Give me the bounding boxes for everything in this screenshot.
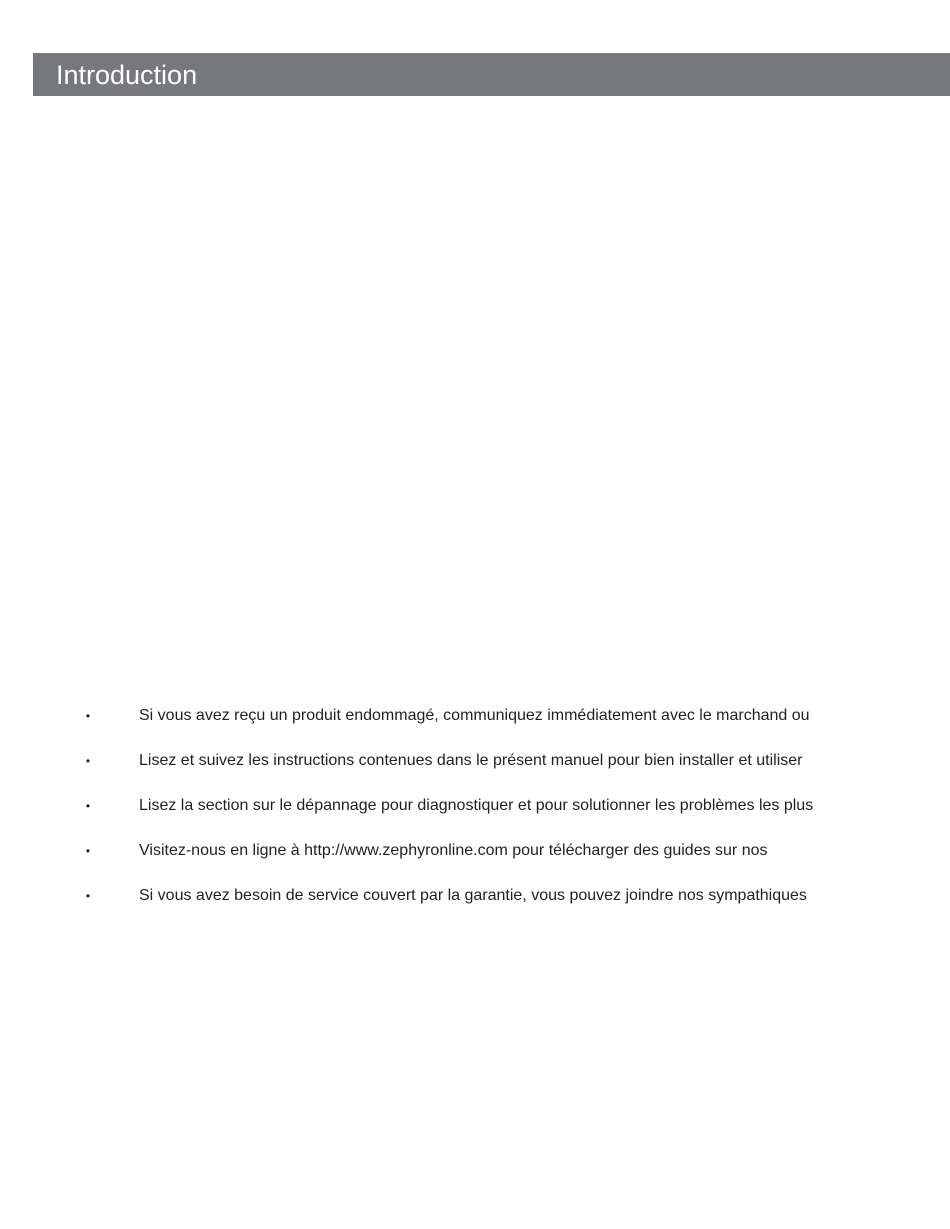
- list-item: [0, 747, 950, 792]
- bullet-marker: •: [85, 889, 91, 903]
- list-item: [0, 702, 950, 747]
- bullet-list: [0, 702, 950, 927]
- bullet-marker: •: [85, 709, 91, 723]
- bullet-marker: •: [85, 754, 91, 768]
- section-header-bar: [33, 53, 950, 96]
- list-item: [0, 792, 950, 837]
- bullet-marker: •: [85, 844, 91, 858]
- list-item-text: Si vous avez reçu un produit endommagé, communiquez immédiatement avec le marchand ou: [139, 707, 810, 724]
- section-title: Introduction: [56, 60, 198, 90]
- bullet-marker: •: [85, 799, 91, 813]
- list-item-text: Lisez la section sur le dépannage pour diagnostiquer et pour solutionner les problèmes les plus: [139, 797, 814, 814]
- list-item-text: Visitez-nous en ligne à http://www.zephyronline.com pour télécharger des guides sur nos: [139, 842, 768, 859]
- list-item: [0, 882, 950, 927]
- list-item-text: Si vous avez besoin de service couvert par la garantie, vous pouvez joindre nos sympathiques: [139, 887, 807, 904]
- list-item-text: Lisez et suivez les instructions contenues dans le présent manuel pour bien installer et utiliser: [139, 752, 803, 769]
- list-item: [0, 837, 950, 882]
